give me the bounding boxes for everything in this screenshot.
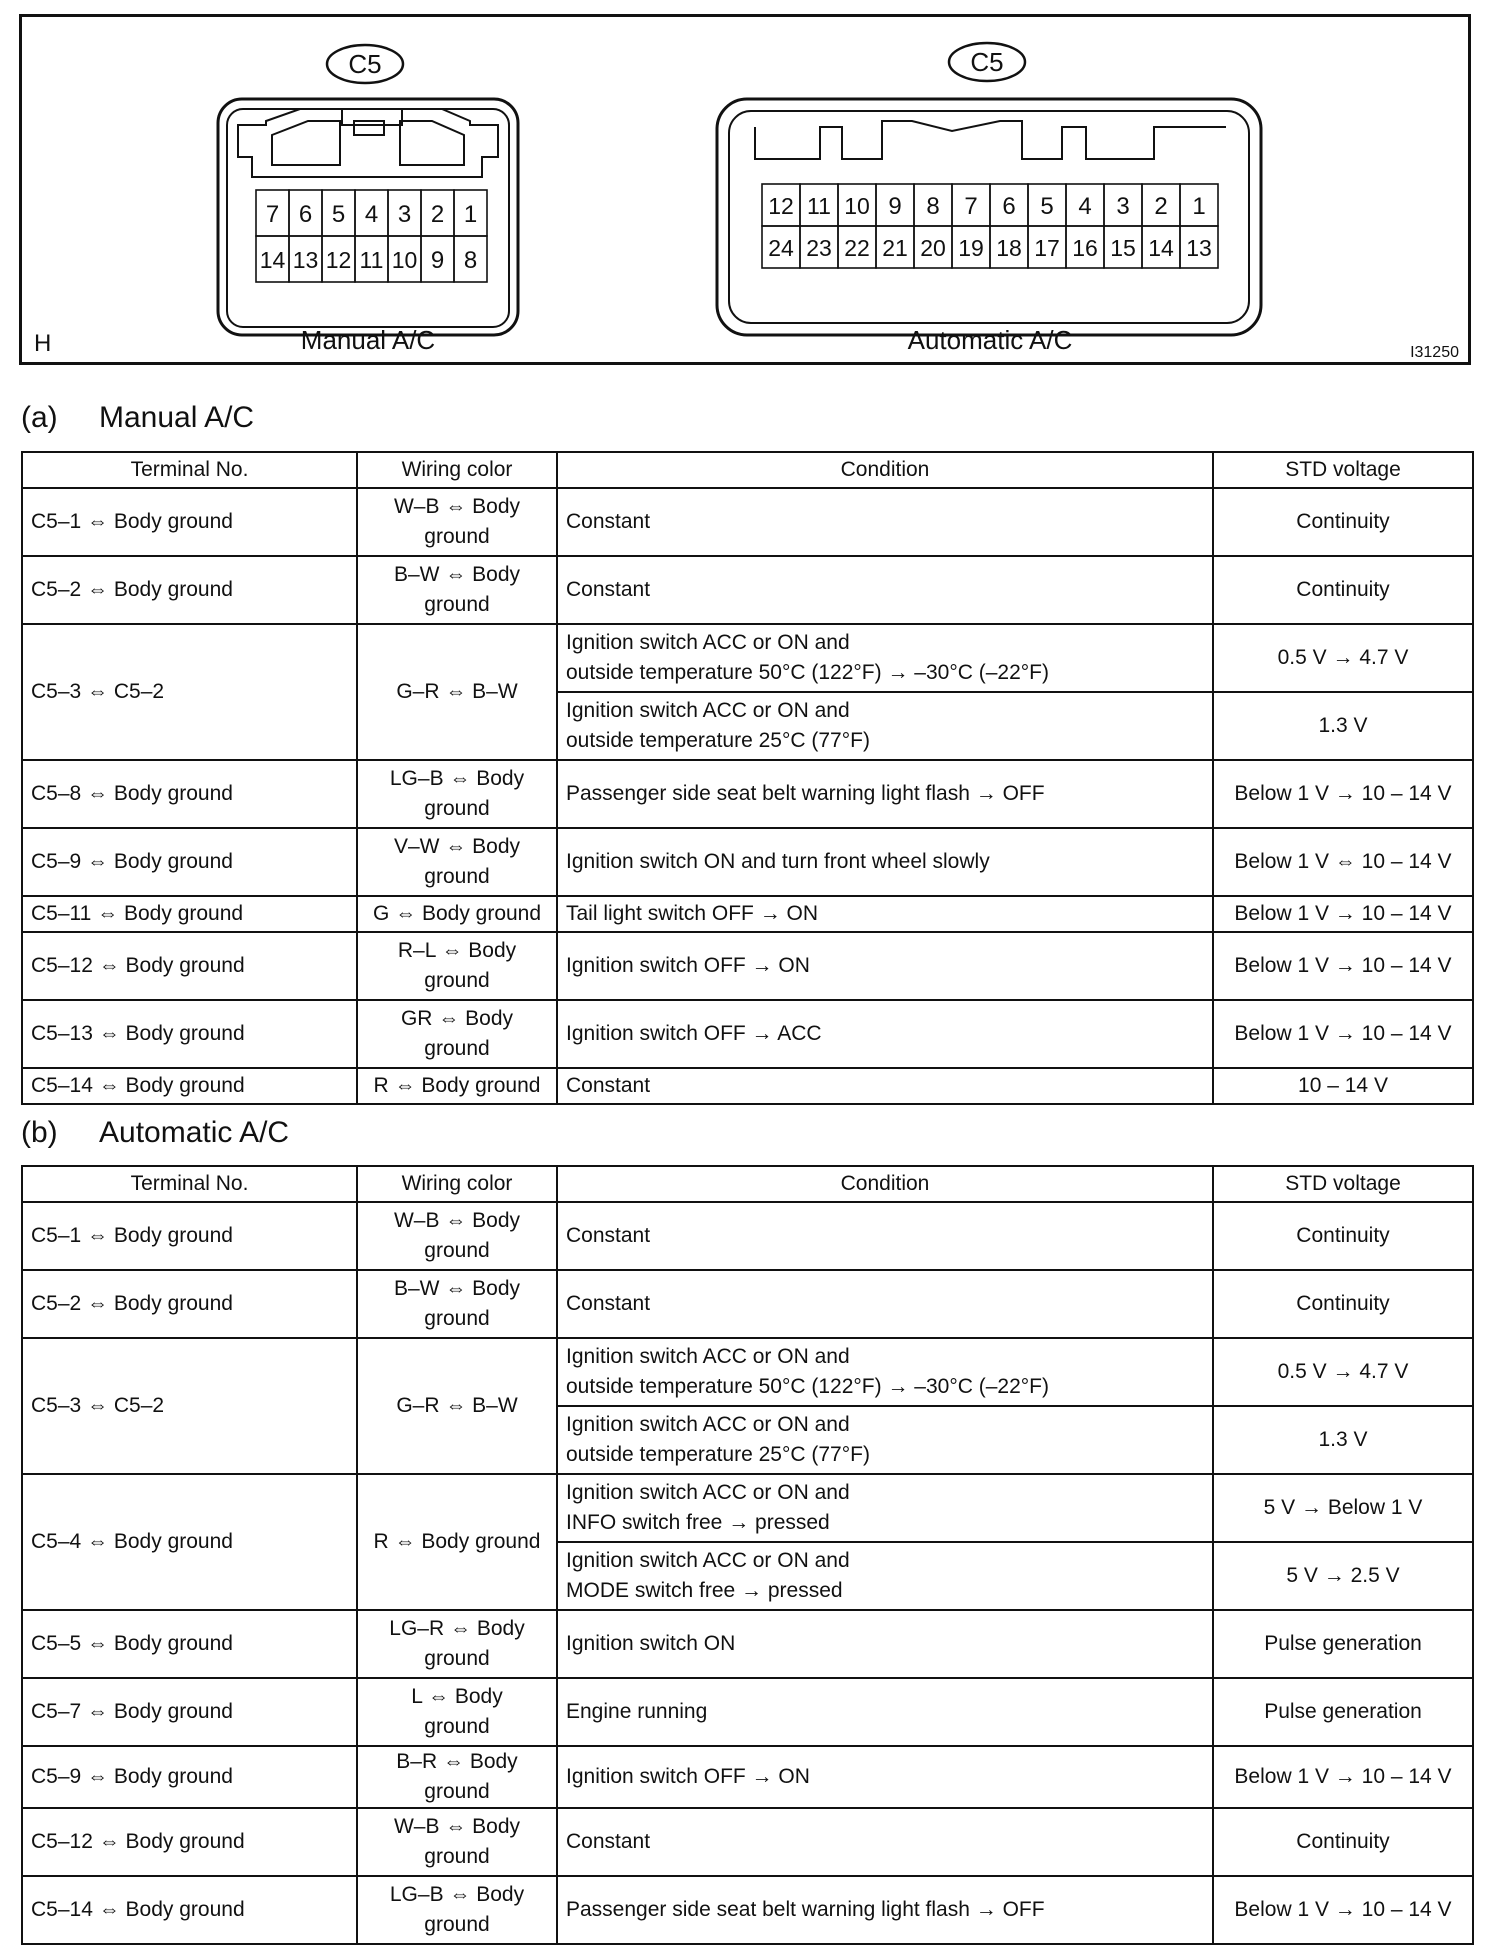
auto-pin-label: 21 — [882, 235, 908, 261]
terminal-cell: C5–3 ⇔ C5–2 — [22, 1338, 357, 1474]
wiring-color-cell: LG–B ⇔ Body ground — [357, 760, 557, 828]
terminal-cell: C5–1 ⇔ Body ground — [22, 488, 357, 556]
manual-section-title — [21, 401, 254, 435]
wiring-color-cell: R ⇔ Body ground — [357, 1474, 557, 1610]
terminal-cell: C5–13 ⇔ Body ground — [22, 1000, 357, 1068]
wiring-color-cell: W–B ⇔ Body ground — [357, 1808, 557, 1876]
auto-pin-label: 7 — [964, 193, 978, 220]
auto-pin-label: 1 — [1192, 193, 1206, 220]
manual-table-row — [22, 760, 1473, 828]
manual-table — [21, 451, 1474, 1105]
std-voltage-cell: Continuity — [1213, 1202, 1473, 1270]
header-condition: Condition — [557, 1166, 1213, 1202]
terminal-cell: C5–2 ⇔ Body ground — [22, 556, 357, 624]
auto-label: Automatic A/C — [907, 325, 1073, 355]
auto-section-letter: (b) — [21, 1116, 58, 1149]
wiring-color-cell: GR ⇔ Body ground — [357, 1000, 557, 1068]
auto-pin-label: 23 — [806, 235, 832, 261]
terminal-cell: C5–1 ⇔ Body ground — [22, 1202, 357, 1270]
condition-cell: Ignition switch ACC or ON and MODE switch free → pressed — [557, 1542, 1213, 1610]
manual-section-name: Manual A/C — [99, 401, 255, 434]
auto-pin-label: 15 — [1110, 235, 1136, 261]
manual-section-letter: (a) — [21, 401, 58, 434]
wiring-color-cell: V–W ⇔ Body ground — [357, 828, 557, 896]
manual-pin-label: 5 — [331, 201, 346, 228]
terminal-cell: C5–3 ⇔ C5–2 — [22, 624, 357, 760]
manual-pin-grid — [256, 190, 487, 282]
auto-header-row — [22, 1166, 1473, 1202]
header-std-voltage: STD voltage — [1213, 452, 1473, 488]
manual-pin-label: 10 — [391, 247, 418, 273]
corner-mark: H — [34, 330, 52, 357]
auto-table-row — [22, 1610, 1473, 1678]
manual-pin-label: 1 — [463, 201, 478, 228]
wiring-color-cell: G–R ⇔ B–W — [357, 1338, 557, 1474]
condition-cell: Engine running — [557, 1678, 1213, 1746]
wiring-color-cell: W–B ⇔ Body ground — [357, 1202, 557, 1270]
std-voltage-cell: 5 V → 2.5 V — [1213, 1542, 1473, 1610]
terminal-cell: C5–2 ⇔ Body ground — [22, 1270, 357, 1338]
condition-cell: Ignition switch ACC or ON and INFO switch free → pressed — [557, 1474, 1213, 1542]
auto-pin-label: 12 — [768, 193, 794, 219]
wiring-color-cell: G ⇔ Body ground — [357, 896, 557, 932]
condition-cell: Constant — [557, 488, 1213, 556]
wiring-color-cell: W–B ⇔ Body ground — [357, 488, 557, 556]
terminal-cell: C5–9 ⇔ Body ground — [22, 828, 357, 896]
terminal-cell: C5–14 ⇔ Body ground — [22, 1068, 357, 1104]
std-voltage-cell: 5 V → Below 1 V — [1213, 1474, 1473, 1542]
condition-cell: Ignition switch ACC or ON and outside temperature 50°C (122°F) → –30°C (–22°F) — [557, 624, 1213, 692]
auto-pin-label: 4 — [1078, 193, 1092, 220]
manual-table-row — [22, 624, 1473, 692]
wiring-color-cell: LG–R ⇔ Body ground — [357, 1610, 557, 1678]
manual-table-row — [22, 488, 1473, 556]
condition-cell: Ignition switch ON — [557, 1610, 1213, 1678]
manual-pin-label: 14 — [259, 247, 286, 273]
condition-cell: Constant — [557, 1202, 1213, 1270]
wiring-color-cell: G–R ⇔ B–W — [357, 624, 557, 760]
condition-cell: Ignition switch OFF → ON — [557, 1746, 1213, 1808]
manual-pin-label: 4 — [364, 201, 379, 228]
header-wiring-color: Wiring color — [357, 1166, 557, 1202]
manual-table-row — [22, 828, 1473, 896]
auto-table-row — [22, 1474, 1473, 1542]
condition-cell: Tail light switch OFF → ON — [557, 896, 1213, 932]
condition-cell: Constant — [557, 1270, 1213, 1338]
manual-table-row — [22, 932, 1473, 1000]
terminal-cell: C5–14 ⇔ Body ground — [22, 1876, 357, 1944]
manual-badge-text: C5 — [348, 49, 382, 79]
auto-pin-label: 24 — [768, 235, 794, 261]
std-voltage-cell: Pulse generation — [1213, 1678, 1473, 1746]
auto-pin-label: 5 — [1040, 193, 1054, 220]
std-voltage-cell: Below 1 V → 10 – 14 V — [1213, 896, 1473, 932]
terminal-cell: C5–11 ⇔ Body ground — [22, 896, 357, 932]
manual-table-row — [22, 896, 1473, 932]
manual-pin-label: 6 — [298, 201, 313, 228]
wiring-color-cell: L ⇔ Body ground — [357, 1678, 557, 1746]
auto-pin-label: 20 — [920, 235, 946, 261]
std-voltage-cell: Pulse generation — [1213, 1610, 1473, 1678]
condition-cell: Constant — [557, 1808, 1213, 1876]
manual-pin-label: 7 — [265, 201, 280, 228]
auto-pin-label: 19 — [958, 235, 984, 261]
terminal-cell: C5–4 ⇔ Body ground — [22, 1474, 357, 1610]
terminal-cell: C5–7 ⇔ Body ground — [22, 1678, 357, 1746]
condition-cell: Ignition switch ACC or ON and outside temperature 25°C (77°F) — [557, 1406, 1213, 1474]
wiring-color-cell: B–W ⇔ Body ground — [357, 1270, 557, 1338]
auto-table-row — [22, 1270, 1473, 1338]
auto-section-name: Automatic A/C — [99, 1116, 290, 1149]
terminal-cell: C5–8 ⇔ Body ground — [22, 760, 357, 828]
std-voltage-cell: Continuity — [1213, 1270, 1473, 1338]
auto-table-row — [22, 1338, 1473, 1406]
wiring-color-cell: B–R ⇔ Body ground — [357, 1746, 557, 1808]
manual-pin-label: 11 — [359, 247, 384, 273]
auto-table-row — [22, 1746, 1473, 1808]
auto-pin-label: 9 — [888, 193, 902, 220]
terminal-cell: C5–9 ⇔ Body ground — [22, 1746, 357, 1808]
condition-cell: Ignition switch ACC or ON and outside temperature 25°C (77°F) — [557, 692, 1213, 760]
auto-pin-label: 8 — [926, 193, 940, 220]
manual-latch-key — [354, 121, 384, 135]
terminal-cell: C5–12 ⇔ Body ground — [22, 932, 357, 1000]
auto-pin-label: 2 — [1154, 193, 1168, 220]
auto-table-row — [22, 1678, 1473, 1746]
wiring-color-cell: B–W ⇔ Body ground — [357, 556, 557, 624]
header-terminal: Terminal No. — [22, 452, 357, 488]
auto-section-title — [21, 1116, 289, 1150]
auto-pin-label: 6 — [1002, 193, 1016, 220]
manual-pin-label: 2 — [430, 201, 445, 228]
auto-pin-grid — [762, 184, 1218, 268]
manual-pin-label: 8 — [463, 247, 478, 274]
manual-header-row — [22, 452, 1473, 488]
auto-table — [21, 1165, 1474, 1945]
wiring-color-cell: R ⇔ Body ground — [357, 1068, 557, 1104]
manual-pin-label: 12 — [325, 247, 352, 273]
manual-latch — [238, 109, 498, 177]
std-voltage-cell: Below 1 V → 10 – 14 V — [1213, 760, 1473, 828]
terminal-cell: C5–5 ⇔ Body ground — [22, 1610, 357, 1678]
std-voltage-cell: Below 1 V → 10 – 14 V — [1213, 932, 1473, 1000]
std-voltage-cell: Continuity — [1213, 488, 1473, 556]
manual-table-row — [22, 1068, 1473, 1104]
auto-table-row — [22, 1808, 1473, 1876]
auto-pin-label: 14 — [1148, 235, 1174, 261]
auto-pin-label: 22 — [844, 235, 870, 261]
std-voltage-cell: 1.3 V — [1213, 1406, 1473, 1474]
connector-diagram — [19, 14, 1471, 365]
std-voltage-cell: Below 1 V → 10 – 14 V — [1213, 1000, 1473, 1068]
condition-cell: Ignition switch ON and turn front wheel slowly — [557, 828, 1213, 896]
std-voltage-cell: 1.3 V — [1213, 692, 1473, 760]
auto-pin-label: 16 — [1072, 235, 1098, 261]
figure-id: I31250 — [1410, 344, 1459, 361]
std-voltage-cell: Continuity — [1213, 556, 1473, 624]
condition-cell: Ignition switch OFF → ACC — [557, 1000, 1213, 1068]
manual-latch-left — [272, 121, 340, 165]
condition-cell: Passenger side seat belt warning light flash → OFF — [557, 1876, 1213, 1944]
condition-cell: Ignition switch OFF → ON — [557, 932, 1213, 1000]
manual-pin-label: 9 — [430, 247, 445, 274]
condition-cell: Constant — [557, 556, 1213, 624]
auto-pin-label: 10 — [844, 193, 870, 219]
std-voltage-cell: Below 1 V → 10 – 14 V — [1213, 1746, 1473, 1808]
condition-cell: Ignition switch ACC or ON and outside temperature 50°C (122°F) → –30°C (–22°F) — [557, 1338, 1213, 1406]
manual-pin-label: 13 — [292, 247, 319, 273]
header-std-voltage: STD voltage — [1213, 1166, 1473, 1202]
auto-table-row — [22, 1876, 1473, 1944]
manual-label: Manual A/C — [300, 325, 436, 355]
header-terminal: Terminal No. — [22, 1166, 357, 1202]
auto-pin-label: 3 — [1116, 193, 1130, 220]
manual-pin-label: 3 — [397, 201, 412, 228]
std-voltage-cell: 10 – 14 V — [1213, 1068, 1473, 1104]
auto-pin-label: 18 — [996, 235, 1022, 261]
auto-keyway — [755, 121, 1226, 159]
condition-cell: Constant — [557, 1068, 1213, 1104]
condition-cell: Passenger side seat belt warning light flash → OFF — [557, 760, 1213, 828]
std-voltage-cell: 0.5 V → 4.7 V — [1213, 624, 1473, 692]
wiring-color-cell: R–L ⇔ Body ground — [357, 932, 557, 1000]
auto-pin-label: 11 — [807, 193, 831, 219]
std-voltage-cell: 0.5 V → 4.7 V — [1213, 1338, 1473, 1406]
manual-table-row — [22, 556, 1473, 624]
auto-pin-label: 17 — [1034, 235, 1060, 261]
terminal-cell: C5–12 ⇔ Body ground — [22, 1808, 357, 1876]
auto-table-row — [22, 1202, 1473, 1270]
manual-table-row — [22, 1000, 1473, 1068]
std-voltage-cell: Below 1 V ⇔ 10 – 14 V — [1213, 828, 1473, 896]
auto-pin-label: 13 — [1186, 235, 1212, 261]
connector-drawing — [22, 17, 1468, 362]
manual-latch-right — [400, 121, 464, 165]
std-voltage-cell: Below 1 V → 10 – 14 V — [1213, 1876, 1473, 1944]
auto-badge-text: C5 — [970, 47, 1004, 77]
wiring-color-cell: LG–B ⇔ Body ground — [357, 1876, 557, 1944]
header-condition: Condition — [557, 452, 1213, 488]
header-wiring-color: Wiring color — [357, 452, 557, 488]
std-voltage-cell: Continuity — [1213, 1808, 1473, 1876]
